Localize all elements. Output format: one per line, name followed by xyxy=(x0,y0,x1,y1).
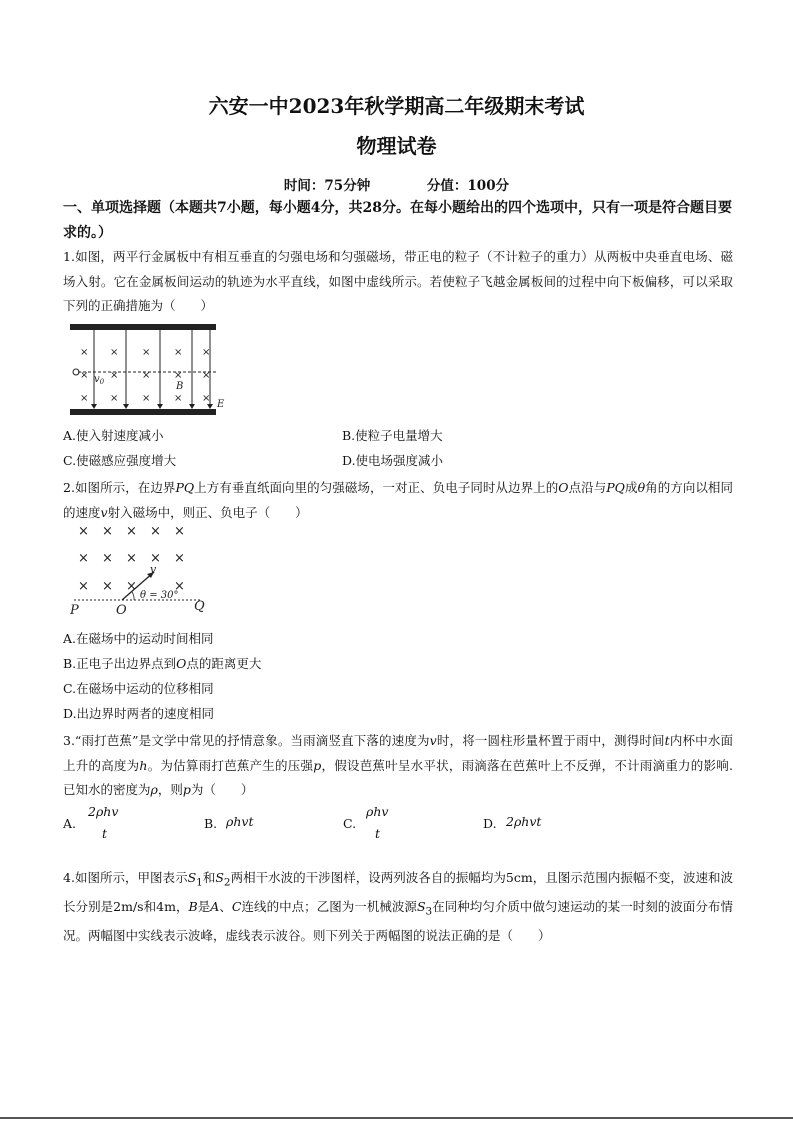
top-plate xyxy=(70,324,216,330)
page-bottom-rule xyxy=(0,1117,793,1119)
q3-d-expression: 2ρhvt xyxy=(506,814,542,829)
q2-magnetic-field-crosses xyxy=(78,524,185,594)
q1-option-a[interactable]: A.使入射速度减小 xyxy=(63,428,164,443)
q3-c-denominator: t xyxy=(375,826,381,841)
svg-text:×: × xyxy=(110,393,119,404)
q3-stem: 3.“雨打芭蕉”是文学中常见的抒情意象。当雨滴竖直下落的速度为v时，将一圆柱形量杯置于雨中，测得时间t内杯中水面上升的高度为h。为估算雨打芭蕉产生的压强p，假设芭蕉叶呈水平状，雨滴落在芭蕉叶上不反弹，不计雨滴重力的影响.已知水的密度为ρ，则p为（ ） xyxy=(63,733,733,797)
bottom-plate xyxy=(70,409,216,415)
q2-stem: 2.如图所示，在边界PQ上方有垂直纸面向里的匀强磁场，一对正、负电子同时从边界上的O点沿与PQ成θ角的方向以相同的速度v射入磁场中，则正、负电子（ ） xyxy=(63,480,733,520)
svg-text:×: × xyxy=(78,551,89,566)
q3-b-expression: ρhvt xyxy=(226,814,254,829)
q1-figure xyxy=(70,322,230,417)
svg-text:×: × xyxy=(126,551,137,566)
svg-text:×: × xyxy=(174,524,185,539)
q2-option-c[interactable]: C.在磁场中运动的位移相同 xyxy=(63,681,214,696)
svg-text:×: × xyxy=(142,393,151,404)
q3-a-numerator: 2ρhv xyxy=(88,804,119,819)
exam-time: 时间：75分钟 xyxy=(283,178,371,194)
o-label: O xyxy=(116,603,127,618)
field-arrowheads xyxy=(91,404,213,409)
exam-meta xyxy=(0,174,793,194)
svg-text:×: × xyxy=(126,524,137,539)
exam-page: 六安一中2023年秋学期高二年级期末考试 物理试卷 时间：75分钟 分值：100分 一、单项选择题（本题共7小题，每小题4分，共28分。在每小题给出的四个选项中，只有一项是符合题目要求的。） 1.如图，两平行金属板中有相互垂直的匀强电场和匀强磁场，带正电的粒子（不计粒子的重力）从两板中央垂直电场、磁场入射。它在金属板间运动的轨迹为水平直线，如图中虚线所示。若使粒子飞越金属板间的过程中向下板偏移，可以采取下列的正确措施为（ ） × × × × × × × × × × × × × × × $v_0$ B E A.使入射速度减小 B.使粒子电量增大 C.使磁感应强度增大 D.使电场强度减小 2.如图所示，在边界PQ上方有垂直纸面向里的匀强磁场，一对正、负电子同时从边界上的O点沿与PQ成θ角的方向以相同的速度v射入磁场中，则正、负电子（ ） × × × × × × × × × × × × × × v θ = 30° P O Q A.在磁场中的运动时间相同 B.正电子出边界点到O点的距离更大 C.在磁场中运动的位移相同 D.出边界时两者的速度相同 3.“雨打芭蕉”是文学中常见的抒情意象。当雨滴竖直下落的速度为v时，将一圆柱形量杯置于雨中，测得时间t内杯中水面上升的高度为h。为估算雨打芭蕉产生的压强p，假设芭蕉叶呈水平状，雨滴落在芭蕉叶上不反弹，不计雨滴重力的影响.已知水的密度为ρ，则p为（ ） A. 2ρhv t B. ρhvt C. ρhv t D. 2ρhvt 4.如图所示，甲图表示$S_1$和$S_2$两相干水波的干涉图样，设两列波各自的振幅均为5cm，且图示范围内振幅不变，波速和波长分别是2m/s和4m，B是A、C连线的中点；乙图为一机械波源$S_3$在同种均匀介质中做匀速运动的某一时刻的波面分布情况。两幅图中实线表示波峰，虚线表示波谷。则下列关于两幅图的说法正确的是（ ） xyxy=(0,0,793,1122)
svg-text:×: × xyxy=(202,347,211,358)
q1-option-b[interactable]: B.使粒子电量增大 xyxy=(342,428,443,443)
svg-text:×: × xyxy=(150,551,161,566)
svg-text:×: × xyxy=(202,393,211,404)
svg-text:×: × xyxy=(80,370,89,381)
q3-a-denominator: t xyxy=(102,826,108,841)
q3-c-numerator: ρhv xyxy=(366,804,389,819)
svg-text:×: × xyxy=(80,347,89,358)
p-label: P xyxy=(70,603,79,618)
svg-text:×: × xyxy=(174,370,183,381)
svg-text:×: × xyxy=(110,370,119,381)
exam-subtitle: 物理试卷 xyxy=(356,134,437,158)
q4-stem: 4.如图所示，甲图表示$S_1$和$S_2$两相干水波的干涉图样，设两列波各自的振幅均为5cm，且图示范围内振幅不变，波速和波长分别是2m/s和4m，B是A、C连线的中点；乙图为一机械波源$S_3$在同种均匀介质中做匀速运动的某一时刻的波面分布情况。两幅图中实线表示波峰，虚线表示波谷。则下列关于两幅图的说法正确的是（ ） xyxy=(63,870,733,943)
section-heading: 一、单项选择题（本题共7小题，每小题4分，共28分。在每小题给出的四个选项中，只有一项是符合题目要求的。） xyxy=(63,200,732,241)
svg-text:×: × xyxy=(174,579,185,594)
q2-option-b[interactable]: B.正电子出边界点到O点的距离更大 xyxy=(63,656,262,671)
svg-text:×: × xyxy=(174,393,183,404)
q-label: Q xyxy=(194,599,205,614)
svg-text:×: × xyxy=(126,579,137,594)
b-label: B xyxy=(176,381,184,392)
svg-text:×: × xyxy=(102,551,113,566)
svg-text:×: × xyxy=(174,347,183,358)
q2-option-d[interactable]: D.出边界时两者的速度相同 xyxy=(63,706,215,721)
svg-text:×: × xyxy=(142,370,151,381)
exam-score: 分值：100分 xyxy=(426,178,510,194)
svg-text:×: × xyxy=(142,347,151,358)
svg-text:×: × xyxy=(110,347,119,358)
svg-text:×: × xyxy=(202,370,211,381)
e-label: E xyxy=(217,399,225,410)
svg-text:×: × xyxy=(78,579,89,594)
angle-label: θ = 30° xyxy=(140,590,179,601)
svg-text:×: × xyxy=(78,524,89,539)
exam-title: 六安一中2023年秋学期高二年级期末考试 xyxy=(208,94,585,118)
q1-option-d[interactable]: D.使电场强度减小 xyxy=(342,453,444,468)
svg-text:×: × xyxy=(174,551,185,566)
svg-text:×: × xyxy=(102,524,113,539)
q1-option-c[interactable]: C.使磁感应强度增大 xyxy=(63,453,177,468)
svg-text:×: × xyxy=(102,579,113,594)
q1-stem: 1.如图，两平行金属板中有相互垂直的匀强电场和匀强磁场，带正电的粒子（不计粒子的重力）从两板中央垂直电场、磁场入射。它在金属板间运动的轨迹为水平直线，如图中虚线所示。若使粒子飞越金属板间的过程中向下板偏移，可以采取下列的正确措施为（ ） xyxy=(63,249,733,313)
svg-text:×: × xyxy=(150,524,161,539)
svg-text:×: × xyxy=(80,393,89,404)
q2-figure xyxy=(70,518,230,618)
v0-label: $v_0$ xyxy=(94,374,105,386)
q2-option-a[interactable]: A.在磁场中的运动时间相同 xyxy=(63,631,214,646)
v-label: v xyxy=(150,563,157,576)
